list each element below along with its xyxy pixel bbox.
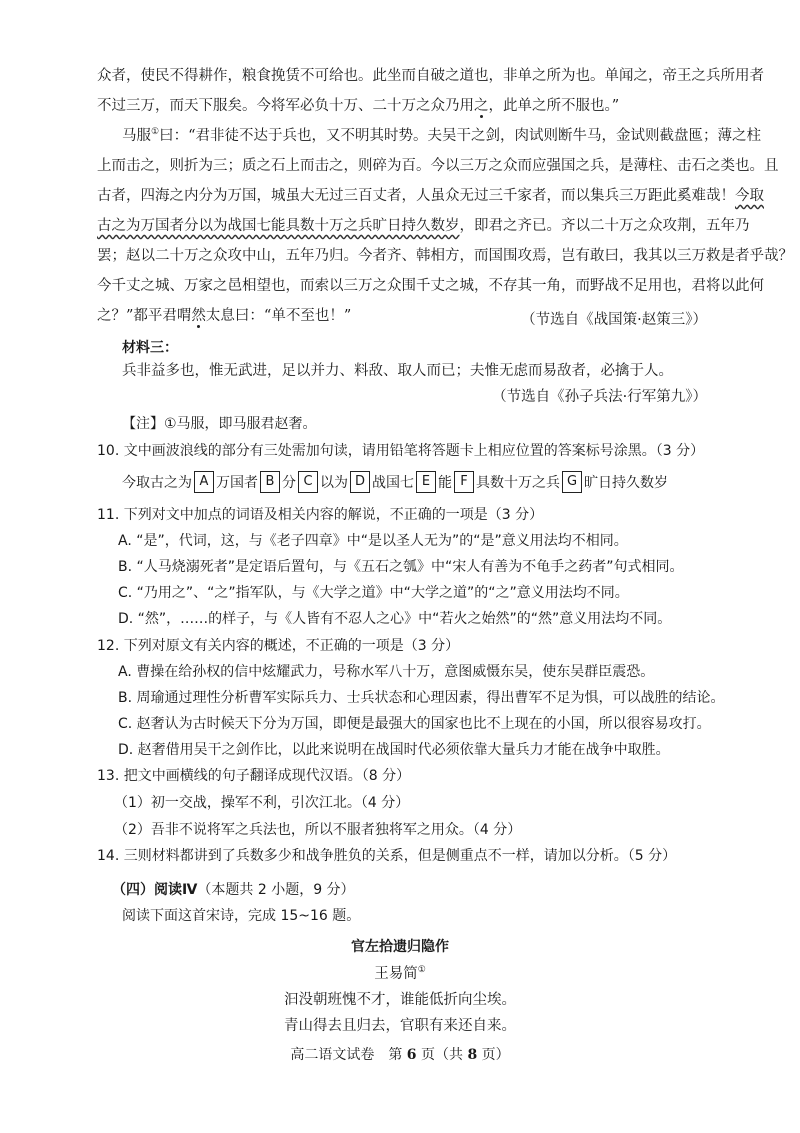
option-c[interactable]: C. “乃用之”、“之”指军队，与《大学之道》中“大学之道”的“之”意义用法均不同。 (118, 585, 629, 601)
text-line: 古者，四海之内分为万国，城虽大无过三百丈者，人虽众无过三千家者，而以集兵三万距此奚难哉！今取 (97, 188, 764, 204)
segment: 今取古之为 (122, 475, 192, 491)
segment: 能 (438, 475, 452, 491)
option-c[interactable]: C. 赵奢认为古时候天下分为万国，即便是最强大的国家也比不上现在的小国，所以很容易攻打。 (118, 716, 711, 732)
emphasis-dot: 然 (191, 308, 206, 324)
segment: 分 (282, 475, 296, 491)
text-line: 罢；赵以二十万之众攻中山，五年乃归。今者齐、韩相方，而国围攻焉，岂有敢曰，我其以三万救是者乎哉？ (97, 248, 793, 264)
answer-box-a[interactable]: A (194, 471, 214, 493)
source-citation: （节选自《战国策·赵策三》） (521, 312, 707, 328)
section-heading: 材料三： (122, 340, 178, 356)
footnote-marker: ① (151, 127, 160, 138)
text-line: 兵非益多也，惟无武进，足以并力、料敌、取人而已；夫惟无虑而易敌者，必擒于人。 (122, 363, 673, 379)
option-b[interactable]: B. 周瑜通过理性分析曹军实际兵力、士兵状态和心理因素，得出曹军不足为惧，可以战胜的结论。 (118, 690, 725, 706)
answer-box-d[interactable]: D (350, 471, 370, 493)
poem-line: 汩没朝班愧不才，谁能低折向尘埃。 (284, 992, 516, 1008)
footnote: 【注】①马服，即马服君赵奢。 (122, 416, 317, 432)
section-heading: （四）阅读Ⅳ（本题共 2 小题，9 分） (112, 882, 355, 898)
answer-box-e[interactable]: E (416, 471, 436, 493)
question-13-stem: 13. 把文中画横线的句子翻译成现代汉语。（8 分） (97, 768, 411, 784)
answer-box-c[interactable]: C (298, 471, 318, 493)
source-citation: （节选自《孙子兵法·行军第九》） (492, 389, 707, 405)
segment: 旷日持久数岁 (584, 475, 668, 491)
question-12-stem: 12. 下列对原文有关内容的概述，不正确的一项是（3 分） (97, 638, 460, 654)
poem-line: 青山得去且归去，官职有来还自来。 (284, 1018, 516, 1034)
wavy-underline: 古之为万国者分以为战国七能具数十万之兵旷日持久数岁 (97, 218, 460, 234)
answer-box-g[interactable]: G (562, 471, 582, 493)
segment: 以为 (320, 475, 348, 491)
question-11-stem: 11. 下列对文中加点的词语及相关内容的解说，不正确的一项是（3 分） (97, 507, 544, 523)
text-line: 不过三万，而天下服矣。今将军必负十万、二十万之众乃用之，此单之所不服也。” (97, 98, 620, 114)
text-line: 上而击之，则折为三；质之石上而击之，则碎为百。今以三万之众而应强国之兵，是薄柱、击石之类也。且 (97, 158, 779, 174)
answer-box-b[interactable]: B (260, 471, 280, 493)
footnote-marker: ① (417, 965, 426, 976)
q10-sentence-boxes (122, 470, 668, 494)
segment: 具数十万之兵 (476, 475, 560, 491)
translation-sentence-1: （1）初一交战，操军不利，引次江北。（4 分） (114, 795, 410, 811)
translation-sentence-2: （2）吾非不说将军之兵法也，所以不服者独将军之用众。（4 分） (114, 822, 522, 838)
text-line: 马服①曰：“君非徒不达于兵也，又不明其时势。夫吴干之剑，肉试则断牛马，金试则截盘匜；薄之柱 (122, 127, 761, 144)
poem-title: 官左拾遗归隐作 (351, 939, 449, 955)
text-line: 众者，使民不得耕作，粮食挽赁不可给也。此坐而自破之道也，非单之所为也。单闻之，帝王之兵所用者 (97, 68, 764, 84)
option-a[interactable]: A. 曹操在给孙权的信中炫耀武力，号称水军八十万，意图威慑东吴，使东吴群臣震恐。 (118, 664, 655, 680)
segment: 战国七 (372, 475, 414, 491)
page-footer: 高二语文试卷 第 6 页（共 8 页） (290, 1047, 510, 1063)
text-line: 古之为万国者分以为战国七能具数十万之兵旷日持久数岁，即君之齐已。齐以二十万之众攻荆，五年乃 (97, 218, 750, 234)
wavy-underline: 今取 (735, 188, 764, 204)
question-14-stem: 14. 三则材料都讲到了兵数多少和战争胜负的关系，但是侧重点不一样，请加以分析。（5 分） (97, 848, 677, 864)
instruction: 阅读下面这首宋诗，完成 15~16 题。 (122, 908, 361, 924)
poem-author: 王易简① (374, 965, 426, 982)
text-line: 之？”都平君喟然太息曰：“单不至也！” (97, 308, 352, 324)
answer-box-f[interactable]: F (454, 471, 474, 493)
question-10-stem: 10. 文中画波浪线的部分有三处需加句读，请用铅笔将答题卡上相应位置的答案标号涂黑。（3 分） (97, 443, 705, 459)
text-line: 今千丈之城、万家之邑相望也，而索以三万之众围千丈之城，不存其一角，而野战不足用也，君将以此何 (97, 278, 764, 294)
emphasis-dot: 之 (474, 98, 489, 114)
option-b[interactable]: B. “人马烧溺死者”是定语后置句，与《五石之瓠》中“宋人有善为不龟手之药者”句式相同。 (118, 559, 684, 575)
option-a[interactable]: A. “是”，代词，这，与《老子四章》中“是以圣人无为”的“是”意义用法均不相同。 (118, 533, 628, 549)
option-d[interactable]: D. “然”，……的样子，与《人皆有不忍人之心》中“若火之始然”的“然”意义用法均不同。 (118, 611, 672, 627)
option-d[interactable]: D. 赵奢借用吴干之剑作比，以此来说明在战国时代必须依靠大量兵力才能在战争中取胜。 (118, 742, 670, 758)
segment: 万国者 (216, 475, 258, 491)
